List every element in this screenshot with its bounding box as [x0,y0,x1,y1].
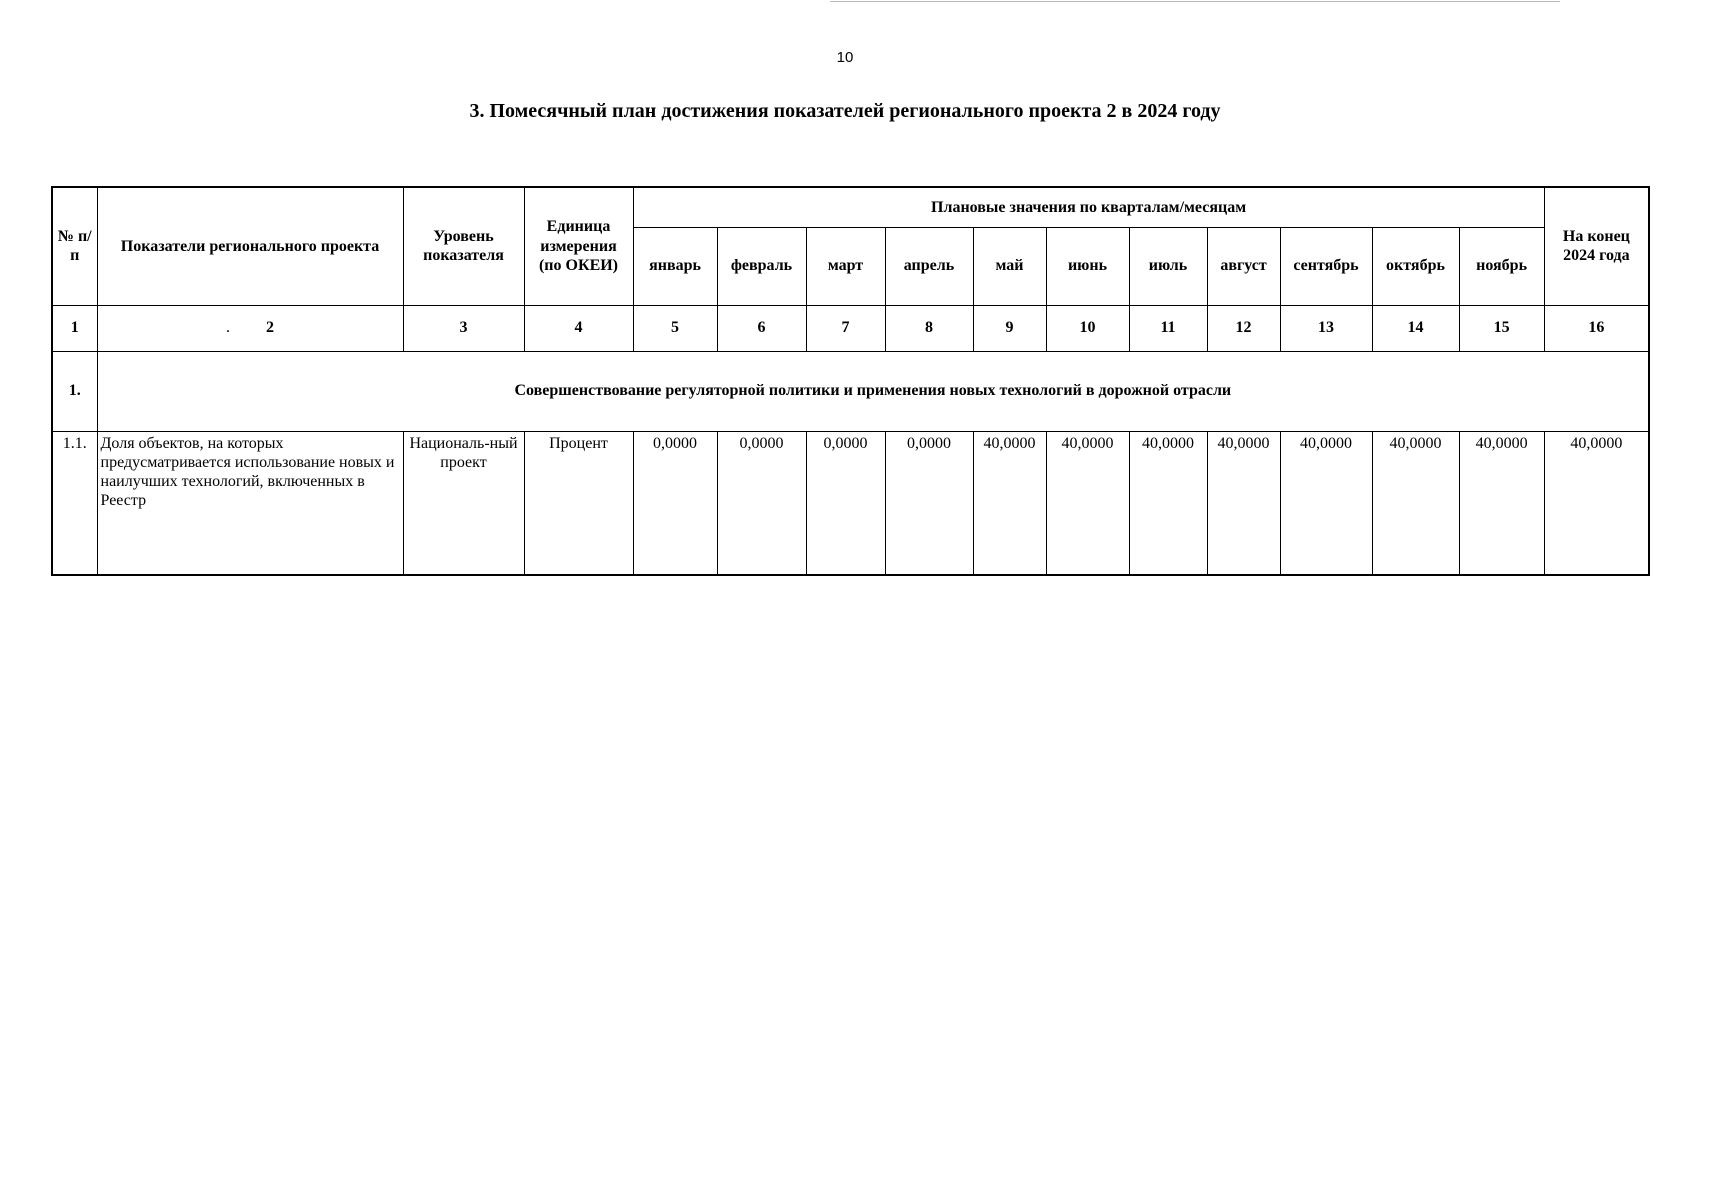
column-number: 15 [1459,305,1544,351]
end-of-year-value: 40,0000 [1544,431,1649,575]
row-number: 1.1. [52,431,97,575]
header-month: октябрь [1372,227,1459,305]
column-number: 12 [1207,305,1280,351]
header-row [52,187,1649,227]
column-number: 11 [1129,305,1207,351]
column-number-2 [97,305,403,351]
table-row [52,431,1649,575]
column-number: 14 [1372,305,1459,351]
header-month: июль [1129,227,1207,305]
month-value: 40,0000 [1046,431,1129,575]
month-value: 0,0000 [633,431,717,575]
header-month: август [1207,227,1280,305]
monthly-plan-table [51,186,1650,576]
column-number: 16 [1544,305,1649,351]
month-value: 0,0000 [806,431,885,575]
header-month: май [973,227,1046,305]
page-title: 3. Помесячный план достижения показателей регионального проекта 2 в 2024 году [469,100,1221,122]
column-number: 5 [633,305,717,351]
month-value: 40,0000 [1280,431,1372,575]
column-number: 3 [403,305,524,351]
column-number: 7 [806,305,885,351]
column-number: 2 [266,319,274,337]
header-plan-group: Плановые значения по кварталам/месяцам [633,187,1544,227]
section-row [52,351,1649,431]
column-number: 6 [717,305,806,351]
month-value: 40,0000 [1129,431,1207,575]
month-value: 40,0000 [1459,431,1544,575]
header-month: март [806,227,885,305]
month-value: 40,0000 [1207,431,1280,575]
month-value: 0,0000 [717,431,806,575]
column-number: 13 [1280,305,1372,351]
header-month: ноябрь [1459,227,1544,305]
column-numbers-row [52,305,1649,351]
header-month: июнь [1046,227,1129,305]
month-value: 40,0000 [973,431,1046,575]
unit-of-measure: Процент [524,431,633,575]
scan-dot: . [226,319,230,337]
page-number: 10 [836,49,854,66]
month-value: 0,0000 [885,431,973,575]
section-number: 1. [52,351,97,431]
header-end-of-year: На конец 2024 года [1544,187,1649,305]
scan-edge-line [830,1,1560,2]
section-title: Совершенствование регуляторной политики и применения новых технологий в дорожной отрасли [97,351,1649,431]
header-month: январь [633,227,717,305]
header-unit: Единица измерения (по ОКЕИ) [524,187,633,305]
header-month: февраль [717,227,806,305]
indicator-name: Доля объектов, на которых предусматривается использование новых и наилучших технологий, включенных в Реестр [97,431,403,575]
header-month: сентябрь [1280,227,1372,305]
header-month: апрель [885,227,973,305]
column-number: 8 [885,305,973,351]
indicator-level: Националь-ный проект [403,431,524,575]
column-number: 4 [524,305,633,351]
column-number: 10 [1046,305,1129,351]
column-number: 9 [973,305,1046,351]
column-number: 1 [52,305,97,351]
header-num: № п/п [52,187,97,305]
month-value: 40,0000 [1372,431,1459,575]
header-indicator: Показатели регионального проекта [97,187,403,305]
header-level: Уровень показателя [403,187,524,305]
